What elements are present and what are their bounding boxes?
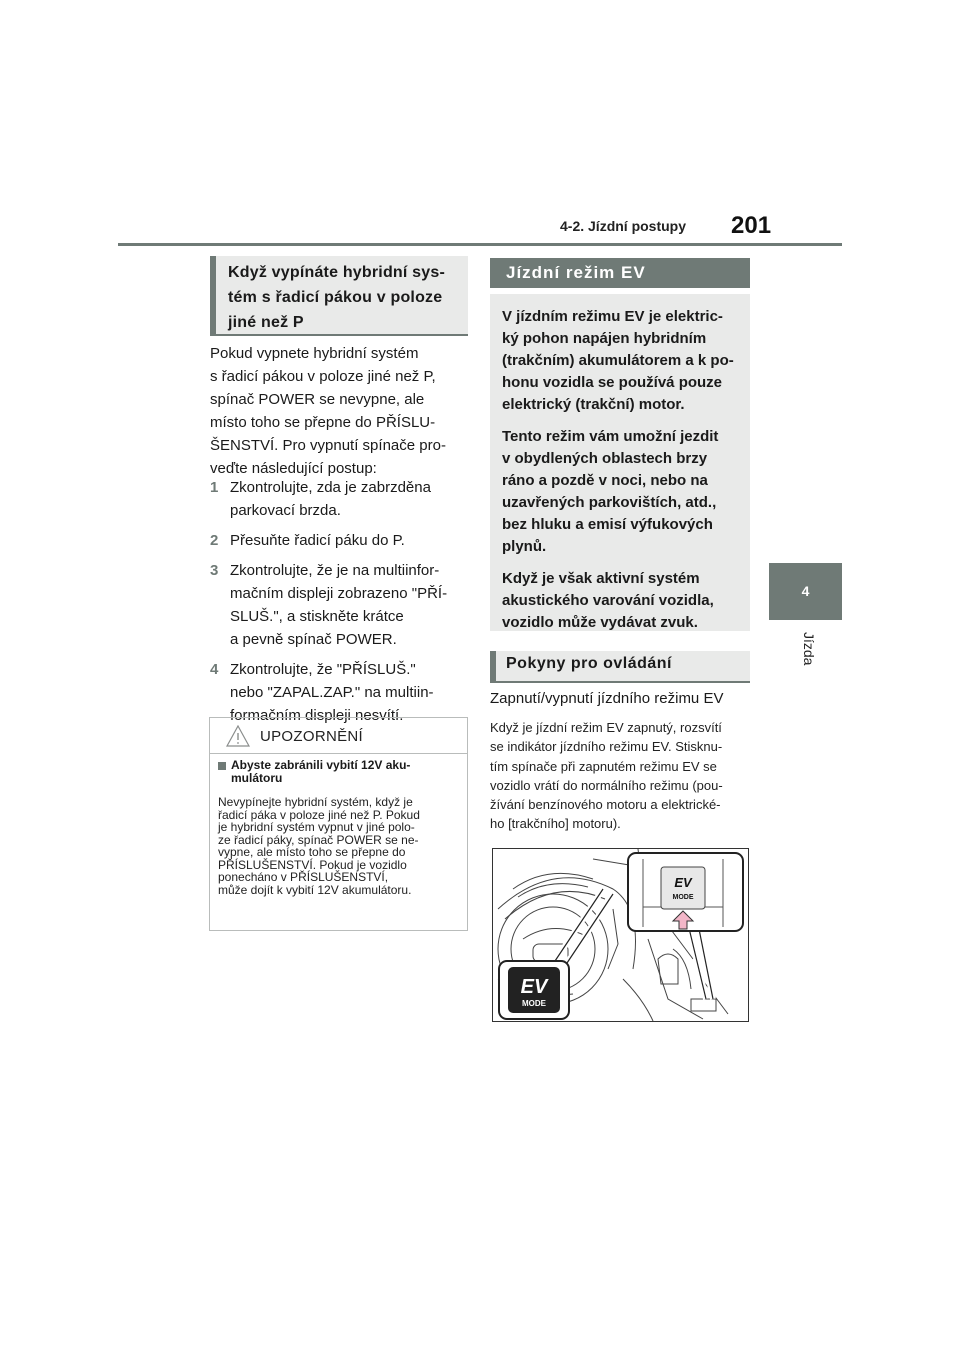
operation-instructions-title-bar <box>490 651 750 683</box>
ev-paragraph <box>502 426 740 558</box>
step-line: Zkontrolujte, že "PŘÍSLUŠ." <box>230 661 416 678</box>
ev-line: plynů. <box>502 538 547 555</box>
step-line: parkovací brzda. <box>230 502 341 519</box>
ev-toggle-paragraph <box>490 718 752 834</box>
intro-line: s řadicí pákou v poloze jiné než P, <box>210 368 436 385</box>
steps-list <box>210 476 475 734</box>
ev-mode-title: Jízdní režim EV <box>506 263 646 282</box>
left-section-title-box <box>210 256 468 336</box>
step-line: SLUŠ.", a stiskněte krátce <box>230 608 404 625</box>
caution-header <box>210 718 467 754</box>
operation-instructions-title: Pokyny pro ovládání <box>506 655 672 672</box>
ev-paragraph <box>502 568 740 634</box>
ev-toggle-line: se indikátor jízdního režimu EV. Stisknu- <box>490 739 723 755</box>
ev-toggle-line: vozidlo vrátí do normálního režimu (pou- <box>490 777 723 793</box>
caution-line: může dojít k vybití 12V akumulátoru. <box>218 882 412 897</box>
step-line: mačním displeji zobrazeno "PŘÍ- <box>230 585 448 602</box>
small-ev-label: EV <box>674 875 692 890</box>
ev-mode-switch-illustration <box>492 848 749 1022</box>
ev-toggle-line: Když je jízdní režim EV zapnutý, rozsvítí <box>490 720 722 735</box>
intro-line: ŠENSTVÍ. Pro vypnutí spínače pro- <box>210 437 446 454</box>
caution-title-line: mulátoru <box>231 771 283 785</box>
section-title: 4-2. Jízdní postupy <box>560 218 687 234</box>
intro-line: veďte následující postup: <box>210 460 377 477</box>
ev-toggle-line: žívání benzínového motoru a elektrické- <box>490 797 721 813</box>
caution-line: ze řadicí páky, spínač POWER se ne- <box>218 832 419 847</box>
large-ev-label: EV <box>520 976 548 998</box>
step-line: a pevně spínač POWER. <box>230 631 397 648</box>
chapter-number: 4 <box>801 583 810 599</box>
chapter-label: Jízda <box>801 632 817 666</box>
step-item <box>210 529 475 552</box>
ev-mode-title-bar <box>490 258 750 288</box>
ev-line: ráno a pozdě v noci, nebo na <box>502 472 708 489</box>
left-title-line: jiné než P <box>228 314 304 331</box>
intro-line: Pokud vypnete hybridní systém <box>210 345 419 362</box>
ev-toggle-line: ho [trakčního] motoru). <box>490 816 621 832</box>
ev-line: honu vozidla se používá pouze <box>502 374 723 391</box>
warning-triangle-icon <box>226 725 250 747</box>
step-number: 3 <box>210 562 219 579</box>
caution-title <box>218 759 462 785</box>
caution-title-line: Abyste zabránili vybití 12V aku- <box>231 758 411 772</box>
step-line: formačním displeji nesvítí. <box>230 707 404 724</box>
ev-line: V jízdním režimu EV je elektric- <box>502 308 723 325</box>
step-line: Zkontrolujte, zda je zabrzděna <box>230 479 431 496</box>
caution-line: řadicí páka v poloze jiné než P. Pokud <box>218 807 420 822</box>
ev-line: bez hluku a emisí výfukových <box>502 516 713 533</box>
ev-line: elektrický (trakční) motor. <box>502 396 685 413</box>
left-title-line: Když vypínáte hybridní sys- <box>228 264 446 281</box>
step-number: 4 <box>210 661 219 678</box>
step-item <box>210 559 475 651</box>
left-title-line: tém s řadicí pákou v poloze <box>228 289 443 306</box>
step-line: Zkontrolujte, že je na multiinfor- <box>230 562 440 579</box>
step-line: Přesuňte řadicí páku do P. <box>230 532 405 549</box>
caution-label: UPOZORNĚNÍ <box>260 728 364 745</box>
ev-line: akustického varování vozidla, <box>502 592 714 609</box>
intro-paragraph <box>210 342 475 480</box>
caution-box <box>209 717 468 931</box>
dashboard-drawing <box>493 849 748 1021</box>
page-number: 201 <box>731 212 772 239</box>
large-mode-label: MODE <box>522 999 546 1008</box>
ev-line: ký pohon napájen hybridním <box>502 330 707 347</box>
ev-line: v obydlených oblastech brzy <box>502 450 708 467</box>
caution-line: vypne, ale místo toho se přepne do <box>218 845 406 859</box>
step-number: 2 <box>210 532 219 549</box>
ev-line: (trakčním) akumulátorem a k po- <box>502 352 734 369</box>
header-rule <box>118 243 842 246</box>
ev-mode-summary-box <box>490 294 750 631</box>
step-line: nebo "ZAPAL.ZAP." na multiin- <box>230 684 434 701</box>
ev-toggle-line: tím spínače při zapnutém režimu EV se <box>490 758 717 774</box>
ev-line: vozidlo může vydávat zvuk. <box>502 614 698 631</box>
small-mode-label: MODE <box>672 894 694 901</box>
caution-line: Nevypínejte hybridní systém, když je <box>218 795 413 809</box>
caution-line: je hybridní systém vypnut v jiné polo- <box>218 820 415 834</box>
caution-body <box>218 796 462 896</box>
intro-line: spínač POWER se nevypne, ale <box>210 391 425 408</box>
ev-line: Tento režim vám umožní jezdit <box>502 428 719 445</box>
ev-line: uzavřených parkovištích, atd., <box>502 494 717 511</box>
step-item <box>210 476 475 522</box>
caution-line: PŘÍSLUŠENSTVÍ. Pokud je vozidlo <box>218 857 407 872</box>
chapter-tab <box>769 563 842 620</box>
caution-line: ponecháno v PŘÍSLUŠENSTVÍ, <box>218 870 389 884</box>
step-number: 1 <box>210 479 219 496</box>
ev-paragraph <box>502 306 740 416</box>
bullet-square-icon <box>218 762 226 770</box>
ev-line: Když je však aktivní systém <box>502 570 700 587</box>
ev-toggle-heading: Zapnutí/vypnutí jízdního režimu EV <box>490 690 724 707</box>
intro-line: místo toho se přepne do PŘÍSLU- <box>210 414 436 431</box>
